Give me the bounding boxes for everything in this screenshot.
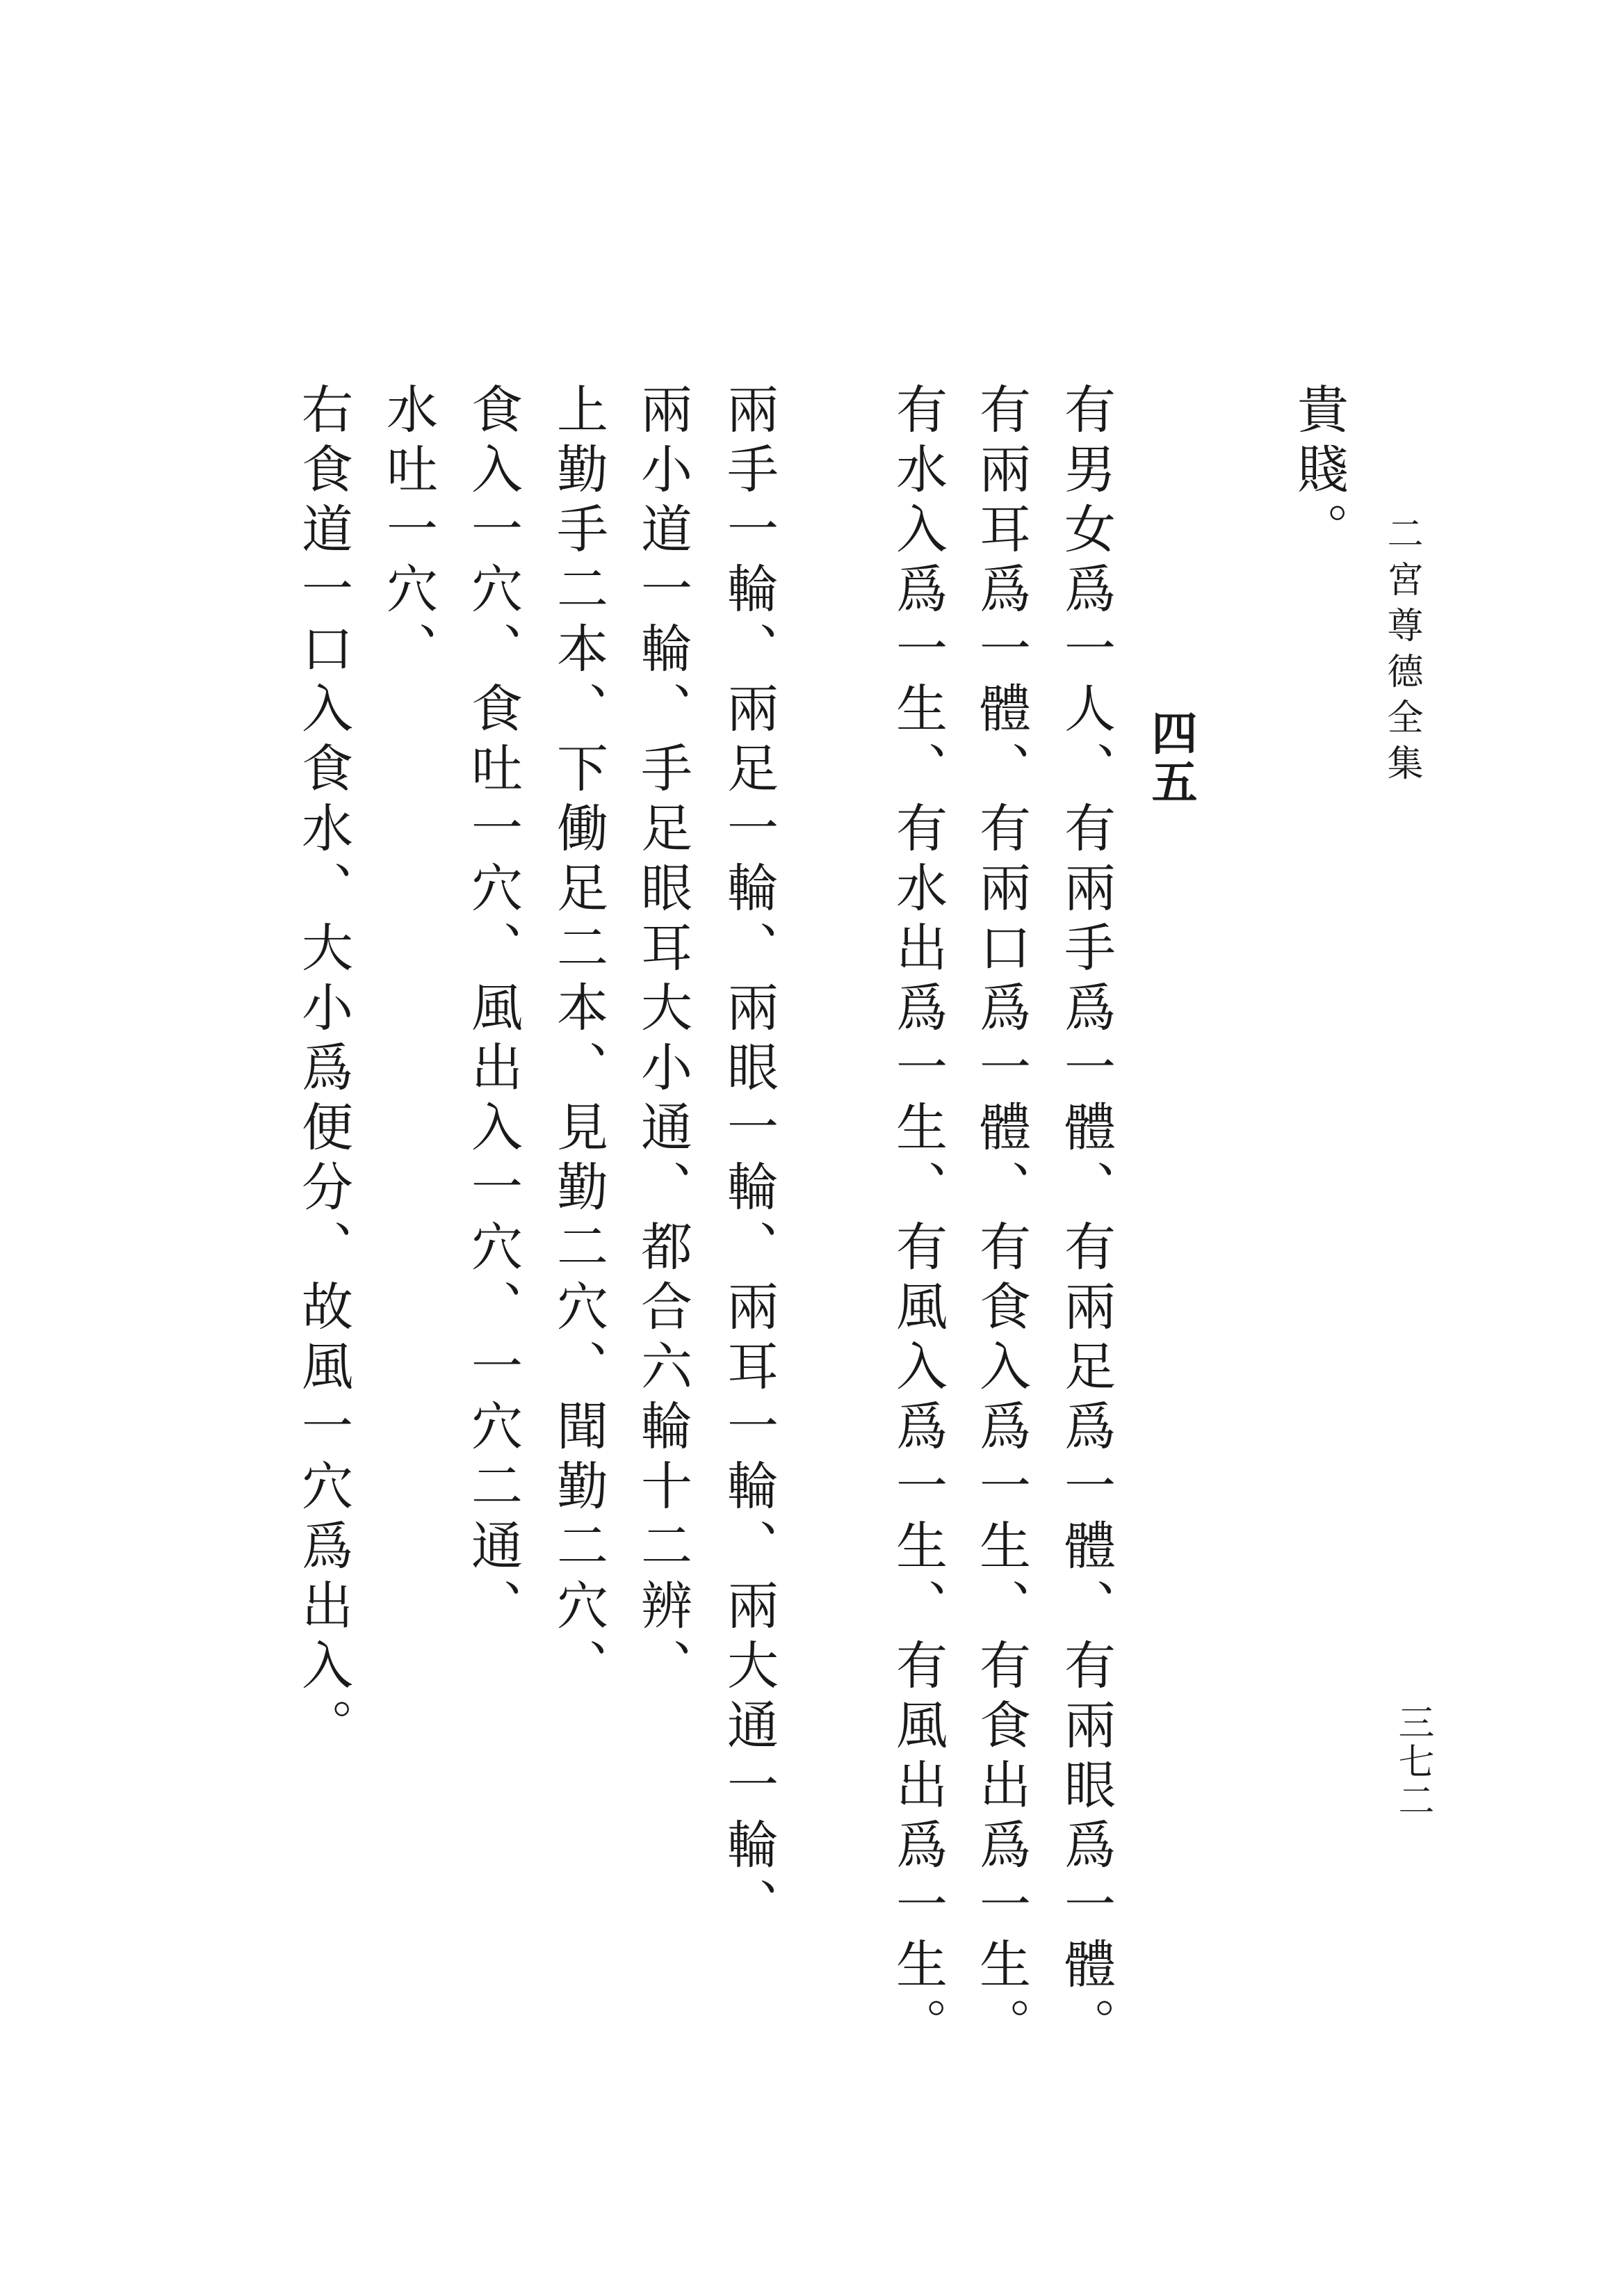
text-line-6: 上勤手二本、下働足二本、見勤二穴、聞勤二穴、	[549, 382, 608, 1698]
text-line-5: 兩小道一輪、手足眼耳大小通、都合六輪十二辨、	[633, 382, 692, 1698]
text-line-7: 食入一穴、食吐一穴、風出入一穴、一穴二通、	[463, 382, 523, 1638]
text-line-1: 有男女爲一人、有兩手爲一體、有兩足爲一體、有兩眼爲一體。	[1056, 382, 1116, 2057]
text-line-3: 有水入爲一生、有水出爲一生、有風入爲一生、有風出爲一生。	[888, 382, 948, 2057]
text-line-2: 有兩耳爲一體、有兩口爲一體、有食入爲一生、有食出爲一生。	[971, 382, 1031, 2057]
text-line-8: 水吐一穴、	[378, 382, 438, 681]
text-line-4: 兩手一輪、兩足一輪、兩眼一輪、兩耳一輪、兩大通一輪、	[719, 382, 779, 1937]
section-number: 四五	[1144, 709, 1197, 807]
text-line-9: 右食道一口入食水、大小爲便分、故風一穴爲出入。	[293, 382, 353, 1758]
carry-over-line: 貴賤。	[1289, 382, 1349, 562]
running-header-title: 二宮尊德全集	[1381, 515, 1422, 790]
page-number: 三七二	[1392, 1704, 1434, 1821]
